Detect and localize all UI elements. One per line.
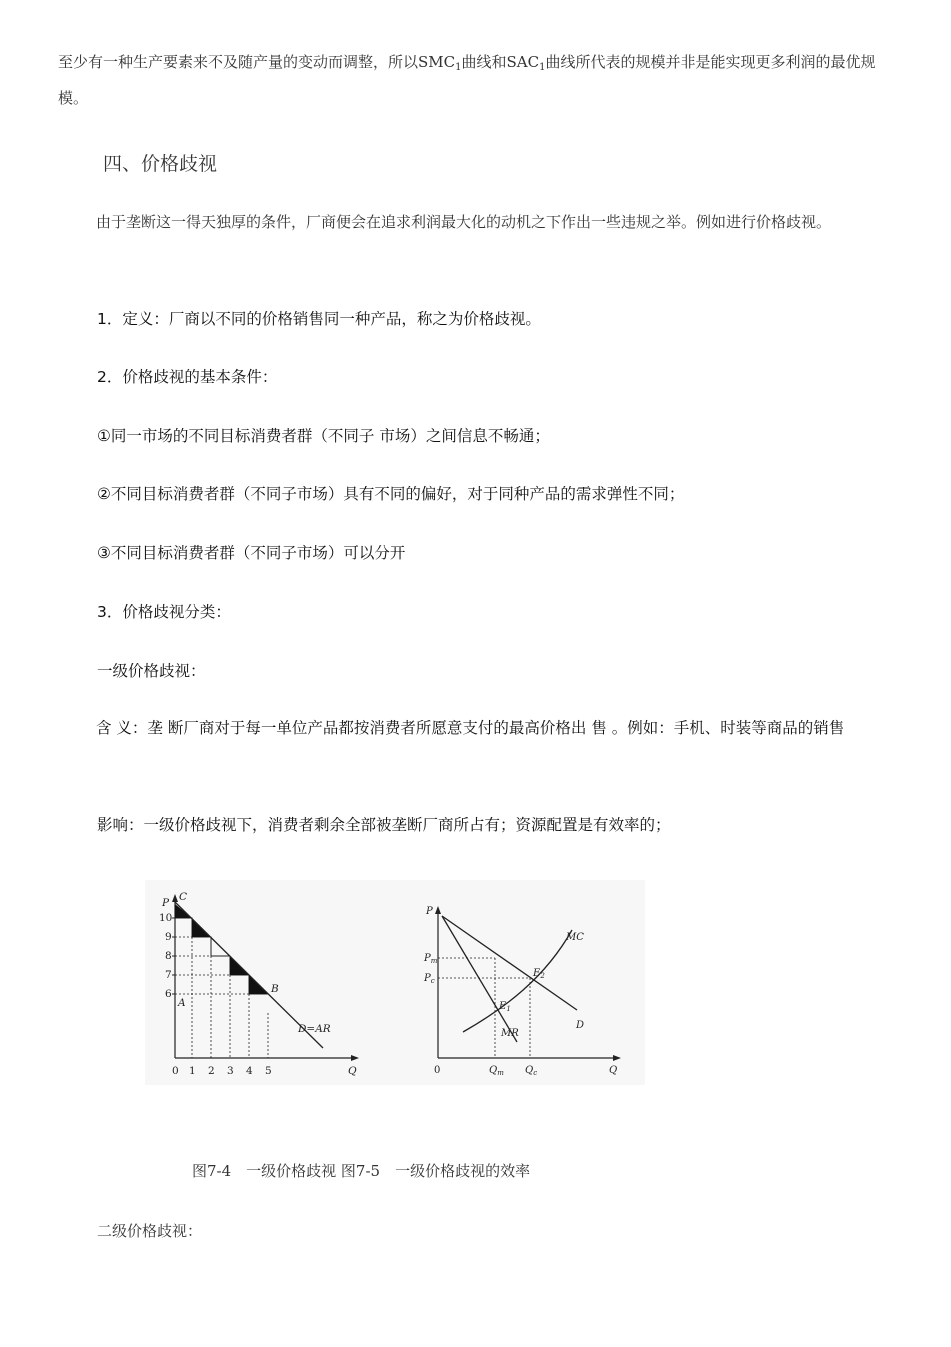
intro-paragraph: 至少有一种生产要素来不及随产量的变动而调整，所以$SMC_1$曲线和$SAC_1$曲线所代表的规模并非是能实现更多利润的最优规模。: [58, 53, 876, 107]
impact-line: 影响：一级价格歧视下，消费者剩余全部被垄断厂商所占有；资源配置是有效率的；: [97, 816, 671, 834]
qc-label: $Q_c$: [525, 1065, 538, 1077]
condition-item: ②不同目标消费者群（不同子市场）具有不同的偏好，对于同种产品的需求弹性不同；: [97, 485, 685, 503]
pm-label: $P_m$: [424, 953, 438, 965]
tick-label: 6: [165, 988, 172, 1000]
condition-item: ③不同目标消费者群（不同子市场）可以分开: [97, 544, 406, 562]
d-label: D: [576, 1020, 585, 1031]
first-degree-chart: [159, 891, 359, 1077]
figure-caption: 图7-4 一级价格歧视 图7-5 一级价格歧视的效率: [192, 1162, 531, 1180]
second-degree-heading: 二级价格歧视：: [97, 1222, 203, 1240]
efficiency-chart: [423, 906, 621, 1077]
tick-label: 1: [189, 1065, 196, 1077]
mc-curve: [463, 930, 572, 1032]
mr-line: [442, 916, 517, 1042]
x-axis-label: Q: [609, 1065, 618, 1076]
e1-label: $E_1$: [499, 1001, 511, 1013]
conditions-heading: 2．价格歧视的基本条件：: [97, 368, 278, 386]
pc-label: $P_c$: [424, 973, 435, 985]
x-axis-label: Q: [348, 1065, 357, 1077]
tick-label: 5: [265, 1065, 272, 1077]
tick-label: 3: [227, 1065, 234, 1077]
definition-item: 1．定义：厂商以不同的价格销售同一种产品，称之为价格歧视。: [97, 310, 541, 328]
first-degree-heading: 一级价格歧视：: [97, 662, 206, 680]
tick-label: 9: [165, 931, 172, 943]
classification-heading: 3．价格歧视分类：: [97, 603, 231, 621]
corner-label: C: [179, 891, 188, 903]
y-axis-label: P: [426, 906, 433, 917]
body-paragraph: 由于垄断这一得天独厚的条件，厂商便会在追求利润最大化的动机之下作出一些违规之举。例如进行价格歧视。: [96, 213, 832, 231]
origin-label: 0: [434, 1065, 441, 1076]
figure-image: [145, 880, 645, 1085]
demand-line: [442, 916, 577, 1010]
tick-label: 10: [159, 912, 173, 924]
tick-label: 7: [165, 969, 172, 981]
tick-label: 8: [165, 950, 172, 962]
mc-label: MC: [566, 932, 584, 943]
point-b-label: B: [271, 983, 279, 995]
tick-label: 2: [208, 1065, 215, 1077]
tick-label: 0: [172, 1065, 179, 1077]
point-a-label: A: [178, 997, 186, 1009]
section-title: 四、价格歧视: [103, 153, 218, 175]
condition-item: ①同一市场的不同目标消费者群（不同子 市场）之间信息不畅通；: [97, 427, 550, 445]
demand-label: D=AR: [298, 1023, 331, 1035]
mr-label: MR: [501, 1028, 519, 1039]
y-axis-label: P: [162, 897, 170, 909]
e2-label: $E_2$: [533, 968, 545, 980]
qm-label: $Q_m$: [489, 1065, 504, 1077]
meaning-paragraph: 含 义：垄 断厂商对于每一单位产品都按消费者所愿意支付的最高价格出 售 。例如：手机、时装等商品的销售: [96, 719, 845, 737]
tick-label: 4: [246, 1065, 253, 1077]
